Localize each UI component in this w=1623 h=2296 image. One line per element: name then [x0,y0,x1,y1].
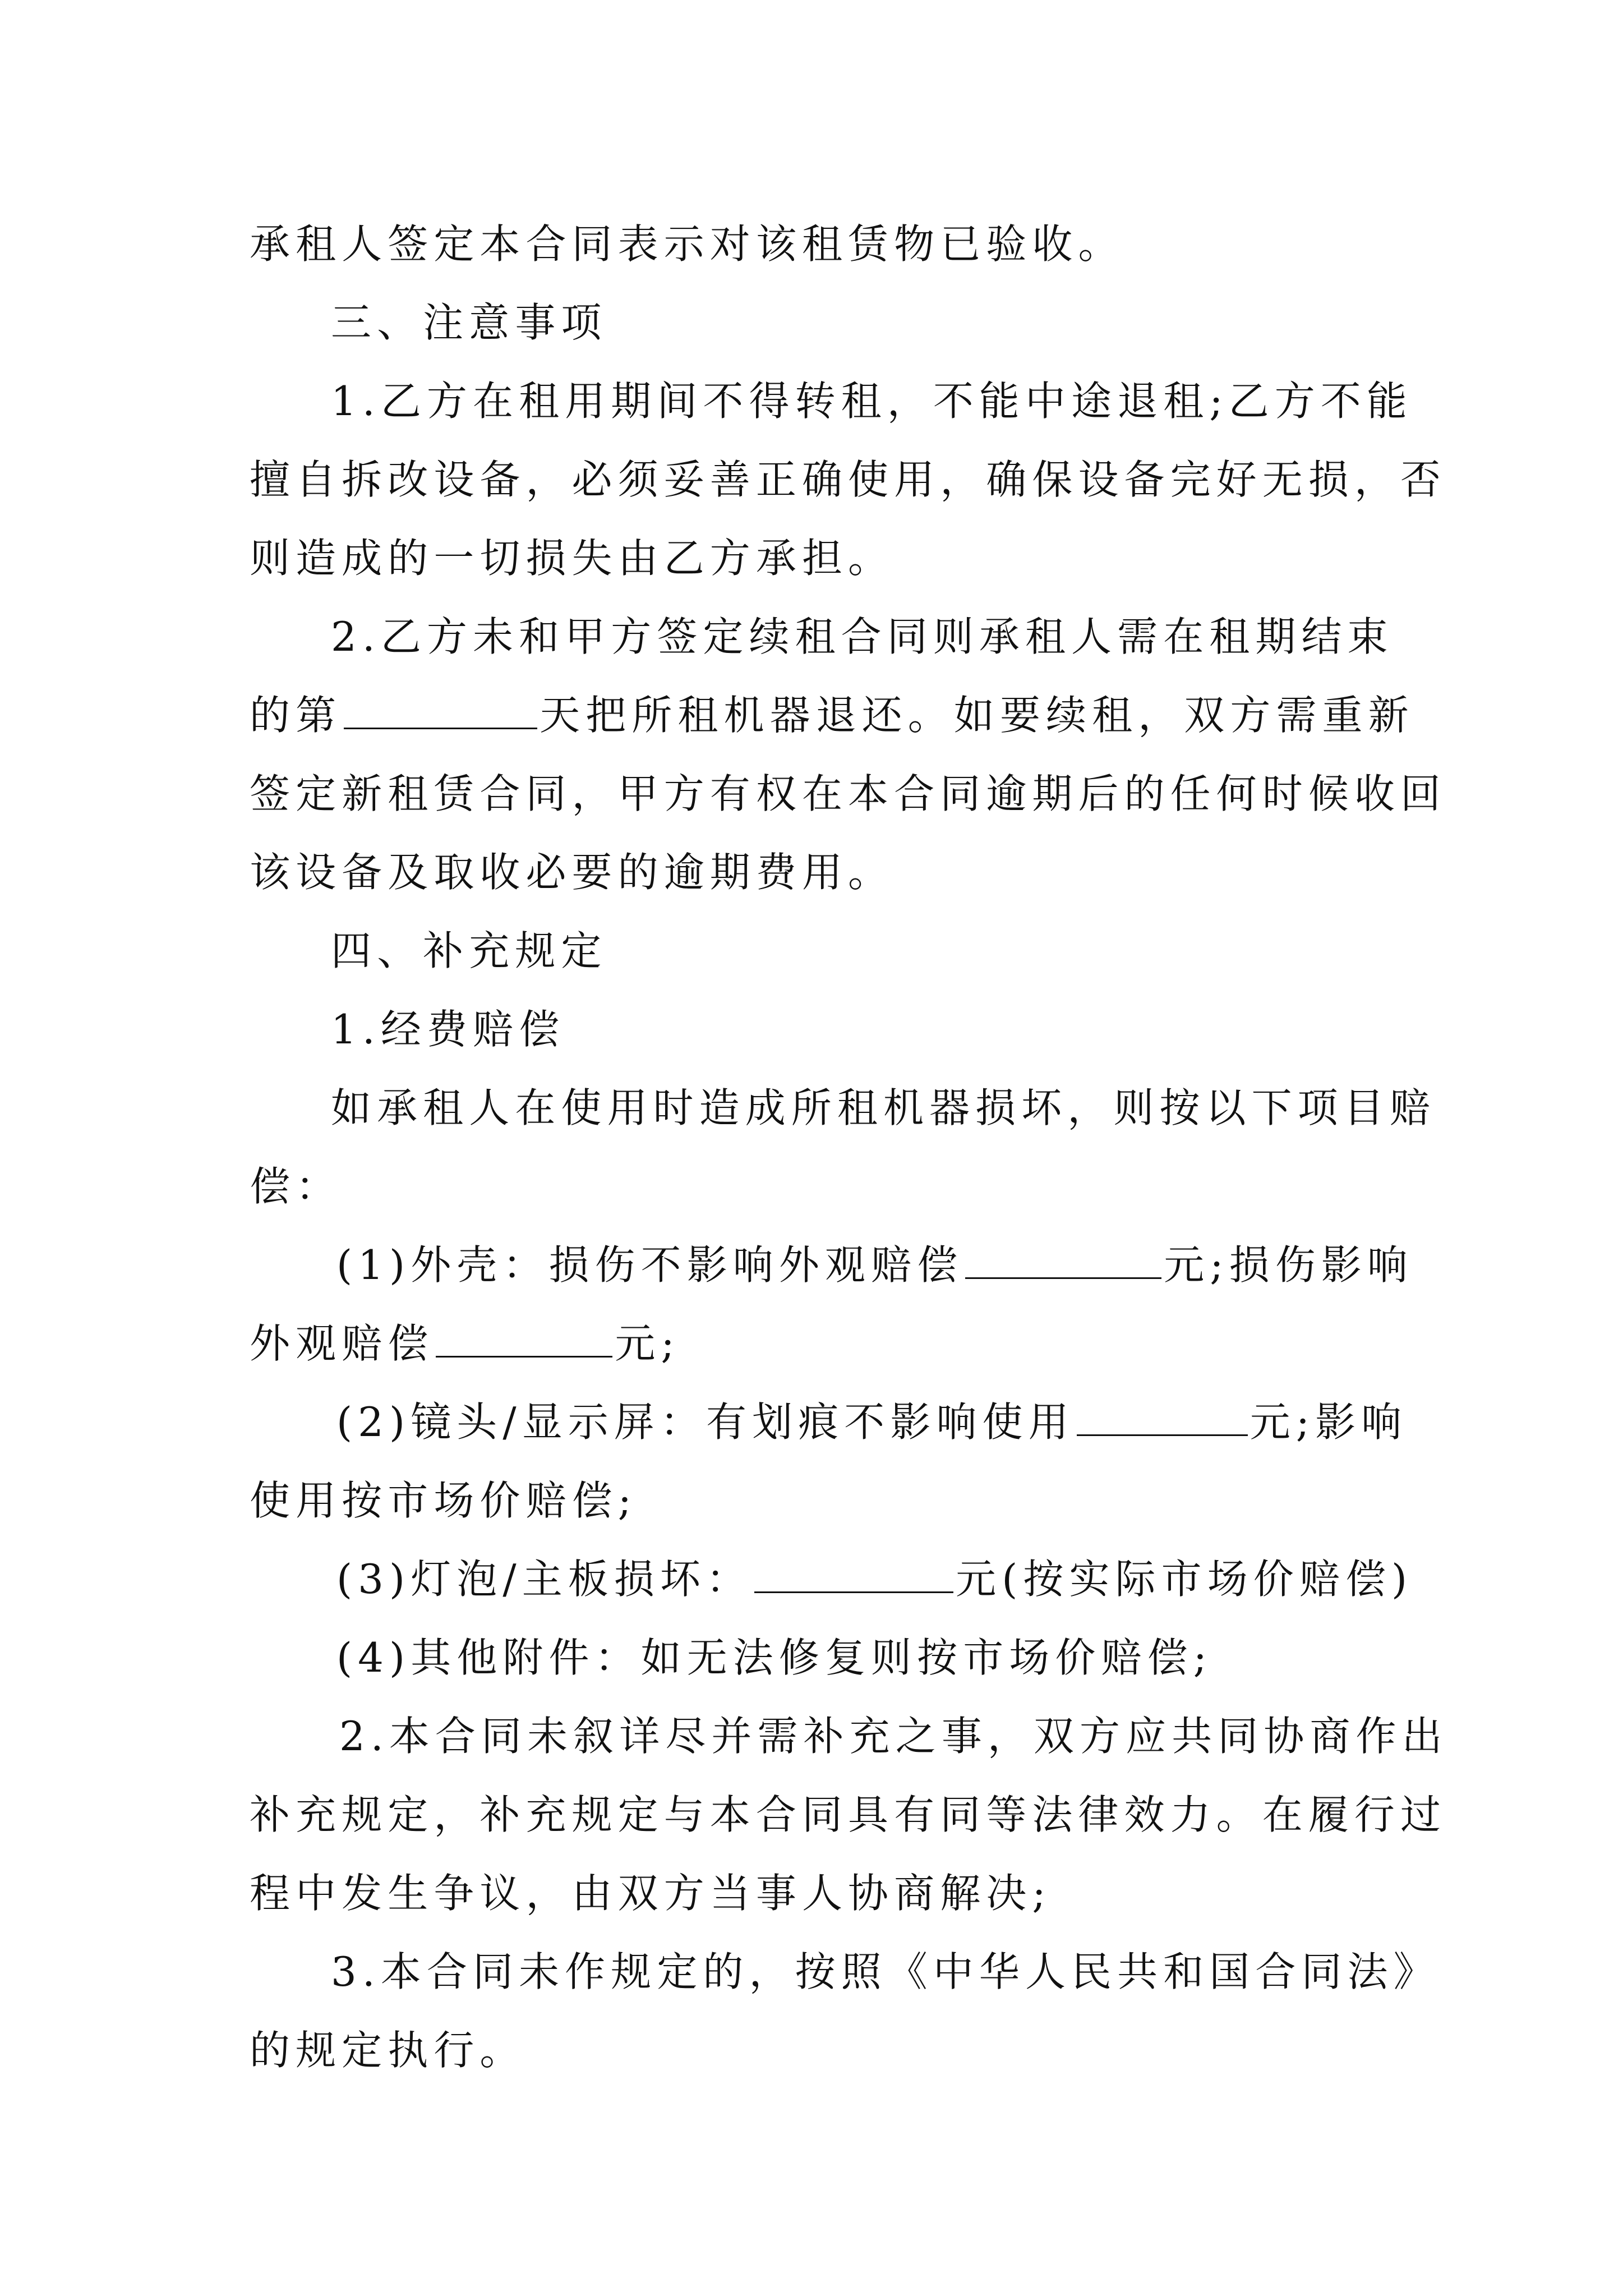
text-segment: 元;影响 [1249,1398,1408,1446]
item-1-line-1 [336,1237,1413,1293]
paragraph-line: 承租人签定本合同表示对该租赁物已验收。 [250,220,1124,268]
text-segment: (2)镜头/显示屏：有划痕不影响使用 [336,1398,1075,1446]
clause-4-1-line-2: 偿： [250,1163,342,1210]
fill-in-blank-amount[interactable] [436,1321,612,1358]
fill-in-blank-amount[interactable] [1077,1400,1248,1436]
clause-4-3-line-1: 3.本合同未作规定的，按照《中华人民共和国合同法》 [331,1948,1440,1995]
clause-4-2-line-1: 2.本合同未叙详尽并需补充之事，双方应共同协商作出 [339,1713,1448,1760]
fill-in-blank-amount[interactable] [965,1243,1161,1279]
clause-3-2-line-3: 签定新租赁合同，甲方有权在本合同逾期后的任何时候收回 [250,770,1447,817]
text-segment: (1)外壳：损伤不影响外观赔偿 [336,1241,963,1289]
clause-4-2-line-3: 程中发生争议，由双方当事人协商解决; [250,1870,1052,1917]
clause-3-2-line-4: 该设备及取收必要的逾期费用。 [250,849,895,896]
clause-3-1-line-2: 擅自拆改设备，必须妥善正确使用，确保设备完好无损，否 [250,456,1447,503]
clause-3-1-line-3: 则造成的一切损失由乙方承担。 [250,535,895,582]
item-1-line-2 [250,1315,680,1372]
clause-4-1-line-1: 如承租人在使用时造成所租机器损坏，则按以下项目赔 [331,1084,1436,1131]
text-segment: 元(按实际市场价赔偿) [956,1556,1413,1603]
text-segment: 外观赔偿 [250,1320,434,1367]
clause-4-1-heading: 1.经费赔偿 [331,1006,565,1053]
text-segment: (3)灯泡/主板损坏： [336,1556,753,1603]
clause-4-3-line-2: 的规定执行。 [250,2027,526,2074]
text-segment: 元; [615,1320,680,1367]
clause-3-2-line-2 [250,687,1414,743]
fill-in-blank-amount[interactable] [754,1557,953,1593]
section-heading-4: 四、补充规定 [331,927,607,974]
section-heading-3: 三、注意事项 [331,299,607,346]
item-3-line [336,1551,1413,1607]
text-segment: 天把所租机器退还。如要续租，双方需重新 [540,692,1414,739]
clause-3-1-line-1: 1.乙方在租用期间不得转租，不能中途退租;乙方不能 [331,378,1413,425]
item-2-line-1 [336,1394,1407,1450]
item-2-line-2: 使用按市场价赔偿; [250,1477,637,1524]
fill-in-blank-days[interactable] [344,693,537,729]
text-segment: 的第 [250,692,342,739]
item-4-line: (4)其他附件：如无法修复则按市场价赔偿; [336,1634,1212,1681]
clause-3-2-line-1: 2.乙方未和甲方签定续租合同则承租人需在租期结束 [331,613,1394,660]
text-segment: 元;损伤影响 [1164,1241,1413,1289]
clause-4-2-line-2: 补充规定，补充规定与本合同具有同等法律效力。在履行过 [250,1791,1447,1838]
